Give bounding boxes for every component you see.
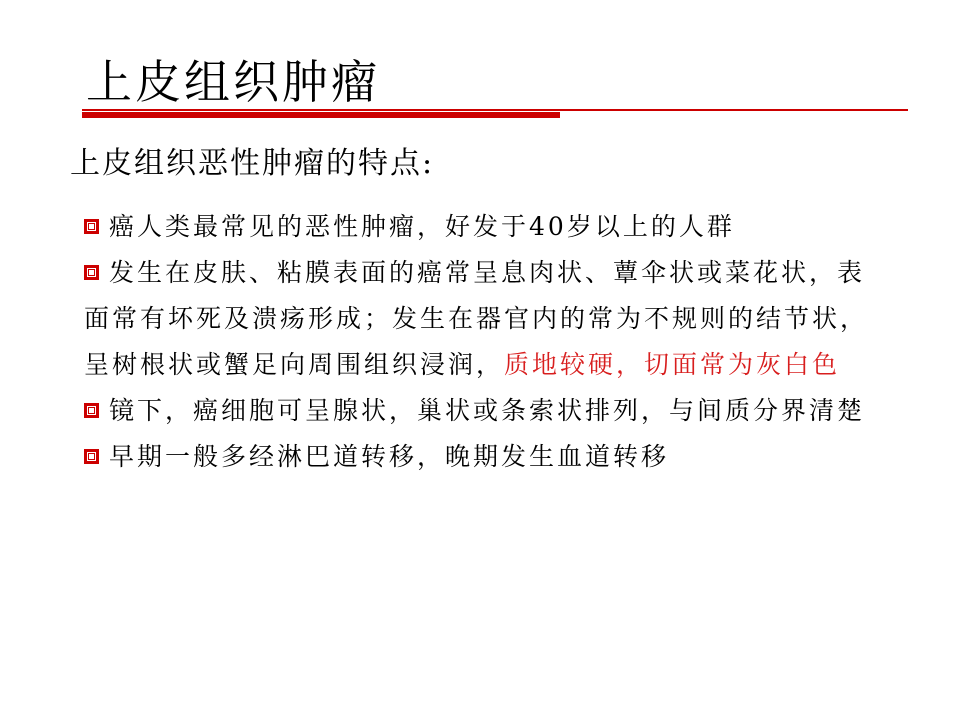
slide-title: 上皮组织肿瘤 <box>86 55 380 109</box>
highlighted-text: 质地较硬，切面常为灰白色 <box>504 350 841 379</box>
bullet-text: 镜下，癌细胞可呈腺状，巢状或条索状排列，与间质分界清楚 <box>109 396 866 425</box>
title-underline-thin <box>82 109 908 111</box>
hollow-square-icon <box>84 403 99 418</box>
bullet-list <box>84 204 874 480</box>
bullet-item-2 <box>84 250 874 388</box>
section-heading: 上皮组织恶性肿瘤的特点: <box>70 146 435 181</box>
bullet-text: 癌人类最常见的恶性肿瘤，好发于40岁以上的人群 <box>109 212 735 241</box>
bullet-item-4 <box>84 434 874 480</box>
bullet-item-1 <box>84 204 874 250</box>
hollow-square-icon <box>84 219 99 234</box>
bullet-text: 发生在皮肤、粘膜表面的癌常呈息肉状、蕈伞状或菜花状，表面常有坏死及溃疡形成；发生在器官内的常为不规则的结节状，呈树根状或蟹足向周围组织浸润， <box>84 258 869 379</box>
bullet-text: 早期一般多经淋巴道转移，晚期发生血道转移 <box>109 442 670 471</box>
hollow-square-icon <box>84 265 99 280</box>
bullet-item-3 <box>84 388 874 434</box>
hollow-square-icon <box>84 449 99 464</box>
title-underline-thick <box>82 112 560 118</box>
